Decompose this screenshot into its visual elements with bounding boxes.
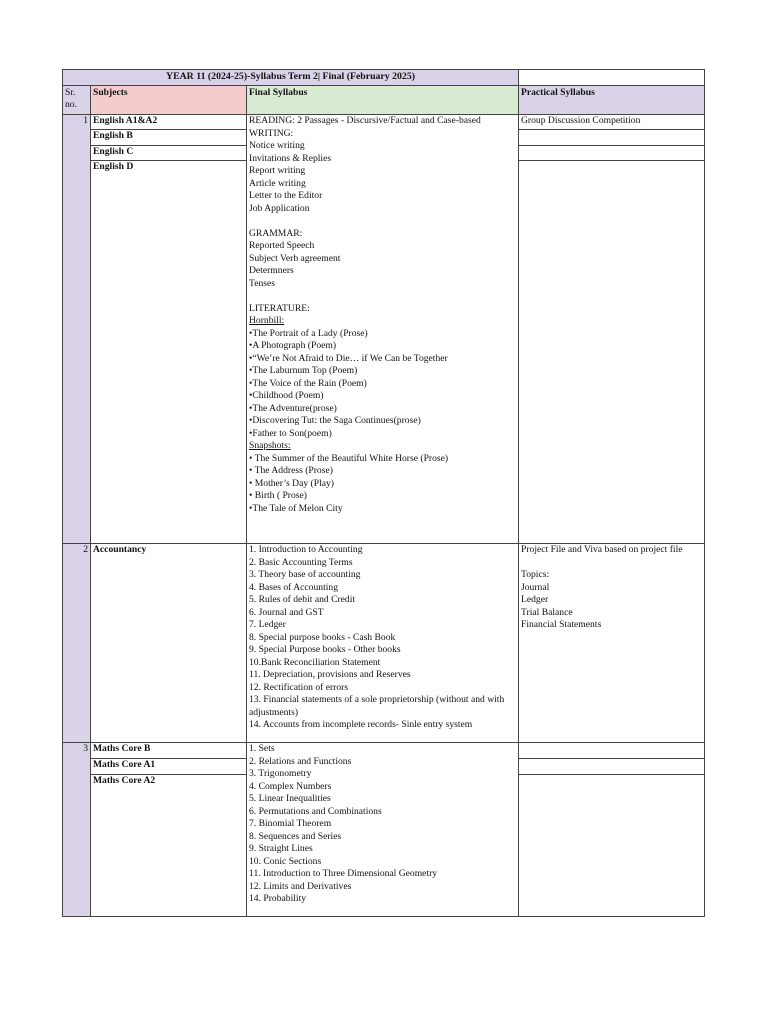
list-item: • Birth ( Prose) [249, 490, 307, 501]
list-item: 7. Ledger [249, 619, 286, 630]
spacer [249, 290, 516, 303]
row-1-sr-no: 1 [62, 114, 91, 544]
list-item: Subject Verb agreement [249, 252, 341, 264]
practical-english-1: Group Discussion Competition [518, 114, 705, 130]
list-item: •The Voice of the Rain (Poem) [249, 377, 367, 389]
header-final-syllabus: Final Syllabus [246, 85, 519, 115]
list-item: WRITING: [249, 127, 294, 139]
list-item: 11. Depreciation, provisions and Reserves [249, 669, 411, 680]
list-item: LITERATURE: [249, 302, 310, 314]
list-item: 1. Sets [249, 743, 275, 754]
list-item: •Father to Son(poem) [249, 427, 332, 439]
list-item: 3. Trigonometry [249, 768, 312, 779]
list-item: Article writing [249, 177, 306, 189]
spacer [249, 215, 516, 228]
subject-english-a1a2: English A1&A2 [90, 114, 247, 130]
title-right-blank-cell [518, 69, 705, 86]
list-item: Project File and Viva based on project file [521, 544, 683, 555]
list-item: • The Summer of the Beautiful White Horse (Prose) [249, 452, 449, 464]
list-item: Trial Balance [521, 606, 573, 618]
row-3-sr-no: 3 [62, 742, 91, 917]
list-item: 7. Binomial Theorem [249, 818, 332, 829]
list-item: 10. Conic Sections [249, 855, 322, 867]
list-item: Tenses [249, 277, 275, 289]
subject-accountancy: Accountancy [90, 543, 247, 743]
list-item: Financial Statements [521, 619, 602, 630]
list-item: •The Tale of Melon City [249, 502, 343, 514]
practical-accountancy [518, 543, 705, 743]
list-item: •The Adventure(prose) [249, 402, 337, 414]
subject-english-d: English D [90, 160, 247, 544]
accountancy-syllabus-list [247, 544, 518, 732]
list-item: • The Address (Prose) [249, 465, 333, 476]
list-item: •Discovering Tut: the Saga Continues(prose) [249, 415, 421, 426]
row-2-sr-no: 2 [62, 543, 91, 743]
list-item: Journal [521, 581, 550, 593]
list-item: 2. Relations and Functions [249, 755, 352, 767]
section-heading-hornbill: Hornbill: [249, 315, 285, 326]
list-item: 9. Straight Lines [249, 843, 313, 854]
list-item: •The Laburnum Top (Poem) [249, 365, 358, 376]
subject-english-c: English C [90, 145, 247, 161]
subject-maths-core-b: Maths Core B [90, 742, 247, 759]
list-item: 14. Probability [249, 893, 307, 904]
subject-maths-core-a2: Maths Core A2 [90, 774, 247, 917]
header-subjects: Subjects [90, 85, 247, 115]
section-heading-snapshots: Snapshots: [249, 440, 291, 451]
subject-maths-core-a1: Maths Core A1 [90, 758, 247, 775]
list-item: •A Photograph (Poem) [249, 340, 337, 351]
subject-english-b: English B [90, 129, 247, 146]
practical-maths-3 [518, 774, 705, 917]
list-item: Letter to the Editor [249, 190, 323, 201]
list-item: •The Portrait of a Lady (Prose) [249, 327, 368, 339]
list-item: 1. Introduction to Accounting [249, 544, 363, 555]
list-item: Topics: [521, 569, 550, 580]
list-item: READING: 2 Passages - Discursive/Factual and Case-based [249, 115, 481, 126]
list-item: 5. Linear Inequalities [249, 793, 331, 804]
list-item: •“We’re Not Afraid to Die… if We Can be Together [249, 352, 448, 364]
accountancy-practical-list [519, 544, 704, 632]
list-item: 12. Limits and Derivatives [249, 880, 352, 892]
list-item: 9. Special Purpose books - Other books [249, 644, 401, 655]
list-item: Invitations & Replies [249, 152, 332, 164]
list-item: 8. Sequences and Series [249, 830, 342, 842]
list-item: 12. Rectification of errors [249, 681, 349, 693]
english-syllabus-list [247, 115, 518, 515]
list-item: Notice writing [249, 140, 305, 151]
final-syllabus-english [246, 114, 519, 544]
list-item: •Childhood (Poem) [249, 390, 324, 401]
spacer [521, 557, 702, 570]
list-item: 11. Introduction to Three Dimensional Geometry [249, 868, 438, 879]
list-item: • Mother’s Day (Play) [249, 477, 334, 489]
list-item: 5. Rules of debit and Credit [249, 594, 356, 605]
final-syllabus-accountancy [246, 543, 519, 743]
practical-english-4 [518, 160, 705, 544]
practical-english-3 [518, 145, 705, 161]
list-item: 4. Complex Numbers [249, 780, 332, 792]
list-item: 10.Bank Reconciliation Statement [249, 656, 381, 668]
list-item: 4. Bases of Accounting [249, 581, 338, 593]
list-item: 8. Special purpose books - Cash Book [249, 631, 396, 643]
list-item: 6. Journal and GST [249, 606, 324, 618]
list-item: Report writing [249, 165, 306, 176]
list-item: 6. Permutations and Combinations [249, 805, 382, 817]
header-practical-syllabus: Practical Syllabus [518, 85, 705, 115]
list-item: Job Application [249, 202, 310, 214]
list-item: 14. Accounts from incomplete records- Sinle entry system [249, 719, 473, 730]
list-item: 2. Basic Accounting Terms [249, 556, 353, 568]
list-item: GRAMMAR: [249, 227, 303, 239]
practical-english-2 [518, 129, 705, 146]
header-sr-no: Sr. no. [62, 85, 91, 115]
maths-syllabus-list [247, 743, 518, 906]
practical-maths-1 [518, 742, 705, 759]
list-item: 3. Theory base of accounting [249, 569, 361, 580]
list-item: Reported Speech [249, 240, 315, 251]
list-item: Determners [249, 265, 294, 276]
final-syllabus-maths [246, 742, 519, 917]
list-item: Ledger [521, 594, 549, 605]
table-title: YEAR 11 (2024-25)-Syllabus Term 2| Final (February 2025) [62, 69, 519, 86]
list-item: 13. Financial statements of a sole proprietorship (without and with adjustments) [249, 694, 505, 718]
practical-maths-2 [518, 758, 705, 775]
